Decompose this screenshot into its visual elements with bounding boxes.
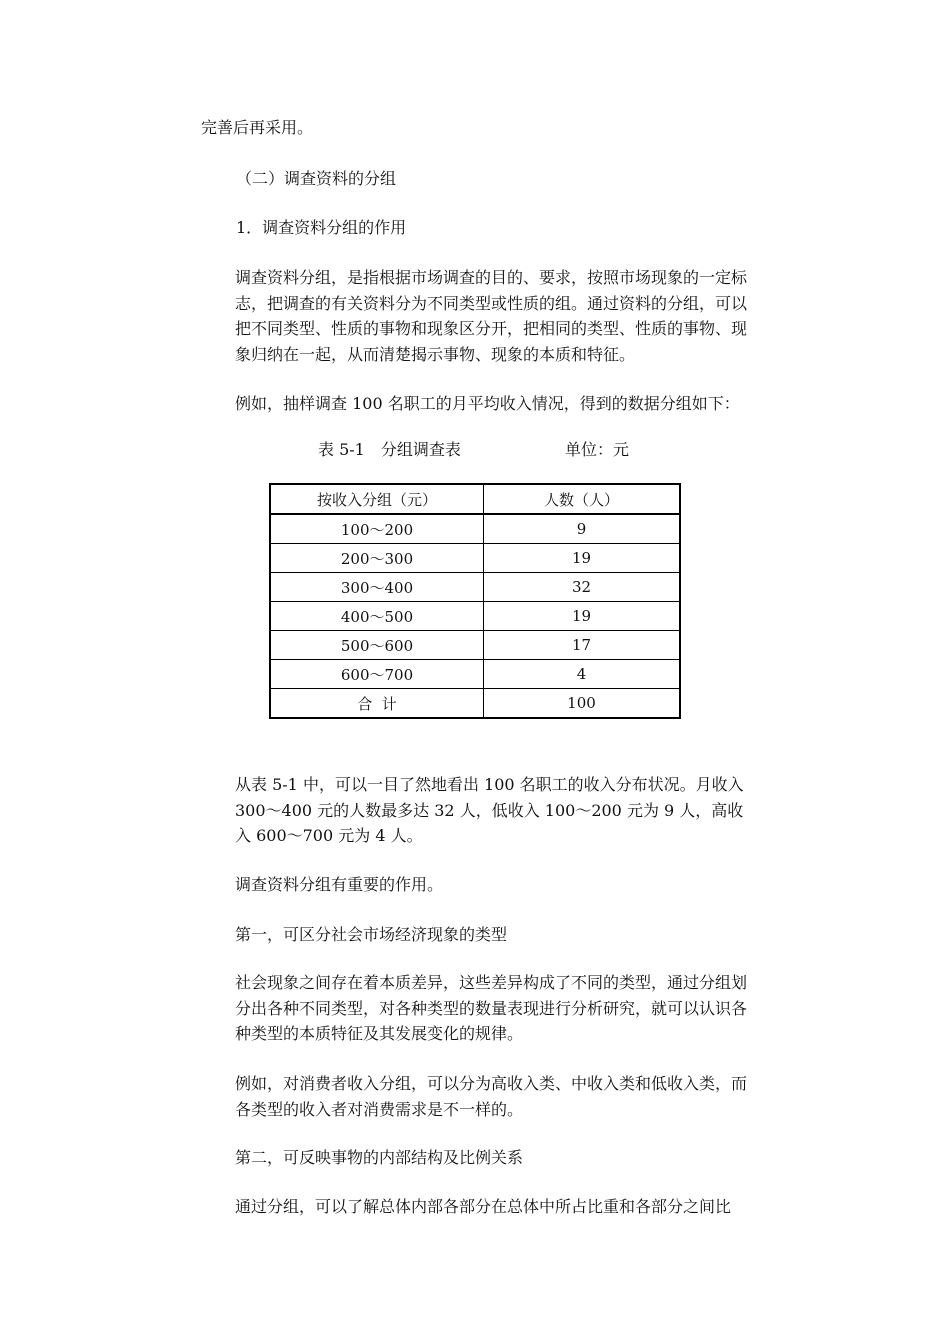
cell-range: 300～400 (270, 573, 484, 602)
cell-count: 4 (484, 660, 681, 689)
table-row (270, 514, 680, 544)
table-header-row (270, 484, 680, 514)
cell-range: 400～500 (270, 602, 484, 631)
table-unit: 单位：元 (565, 440, 630, 459)
cell-range: 600～700 (270, 660, 484, 689)
paragraph-table-analysis: 从表 5-1 中，可以一目了然地看出 100 名职工的收入分布状况。月收入 300～400 元的人数最多达 32 人，低收入 100～200 元为 9 人，高收入 600～700 元为 4 人。 (235, 775, 744, 845)
point-one-heading: 第一，可区分社会市场经济现象的类型 (235, 925, 508, 944)
cell-count: 19 (484, 602, 681, 631)
table-row (270, 544, 680, 573)
section-heading: （二）调查资料的分组 (236, 169, 397, 188)
cell-count: 17 (484, 631, 681, 660)
cell-count: 19 (484, 544, 681, 573)
subsection-heading: 1．调查资料分组的作用 (236, 218, 407, 237)
cell-total-label: 合 计 (270, 689, 484, 719)
paragraph-structure: 通过分组，可以了解总体内部各部分在总体中所占比重和各部分之间比 (235, 1197, 732, 1216)
paragraph-example-intro: 例如，抽样调查 100 名职工的月平均收入情况，得到的数据分组如下： (235, 394, 740, 413)
header-count: 人数（人） (484, 484, 681, 514)
table-row (270, 631, 680, 660)
cell-range: 500～600 (270, 631, 484, 660)
point-two-heading: 第二，可反映事物的内部结构及比例关系 (235, 1148, 524, 1167)
cell-count: 9 (484, 514, 681, 544)
cell-total-value: 100 (484, 689, 681, 719)
table-row (270, 660, 680, 689)
table-row (270, 573, 680, 602)
cell-count: 32 (484, 573, 681, 602)
cell-range: 100～200 (270, 514, 484, 544)
paragraph-consumer-example: 例如，对消费者收入分组，可以分为高收入类、中收入类和低收入类，而各类型的收入者对消费需求是不一样的。 (235, 1074, 748, 1119)
paragraph-importance: 调查资料分组有重要的作用。 (235, 875, 444, 894)
table-caption: 表 5-1 分组调查表 (318, 440, 461, 459)
table-total-row (270, 689, 680, 719)
cell-range: 200～300 (270, 544, 484, 573)
income-group-table (269, 483, 681, 719)
text-line-continuation: 完善后再采用。 (201, 118, 314, 137)
paragraph-types: 社会现象之间存在着本质差异，这些差异构成了不同的类型，通过分组划分出各种不同类型，对各种类型的数量表现进行分析研究，就可以认识各种类型的本质特征及其发展变化的规律。 (235, 973, 748, 1043)
paragraph-definition: 调查资料分组，是指根据市场调查的目的、要求，按照市场现象的一定标志，把调查的有关资料分为不同类型或性质的组。通过资料的分组，可以把不同类型、性质的事物和现象区分开，把相同的类型、性质的事物、现象归纳在一起，从而清楚揭示事物、现象的本质和特征。 (235, 268, 748, 364)
table-row (270, 602, 680, 631)
header-income-group: 按收入分组（元） (270, 484, 484, 514)
